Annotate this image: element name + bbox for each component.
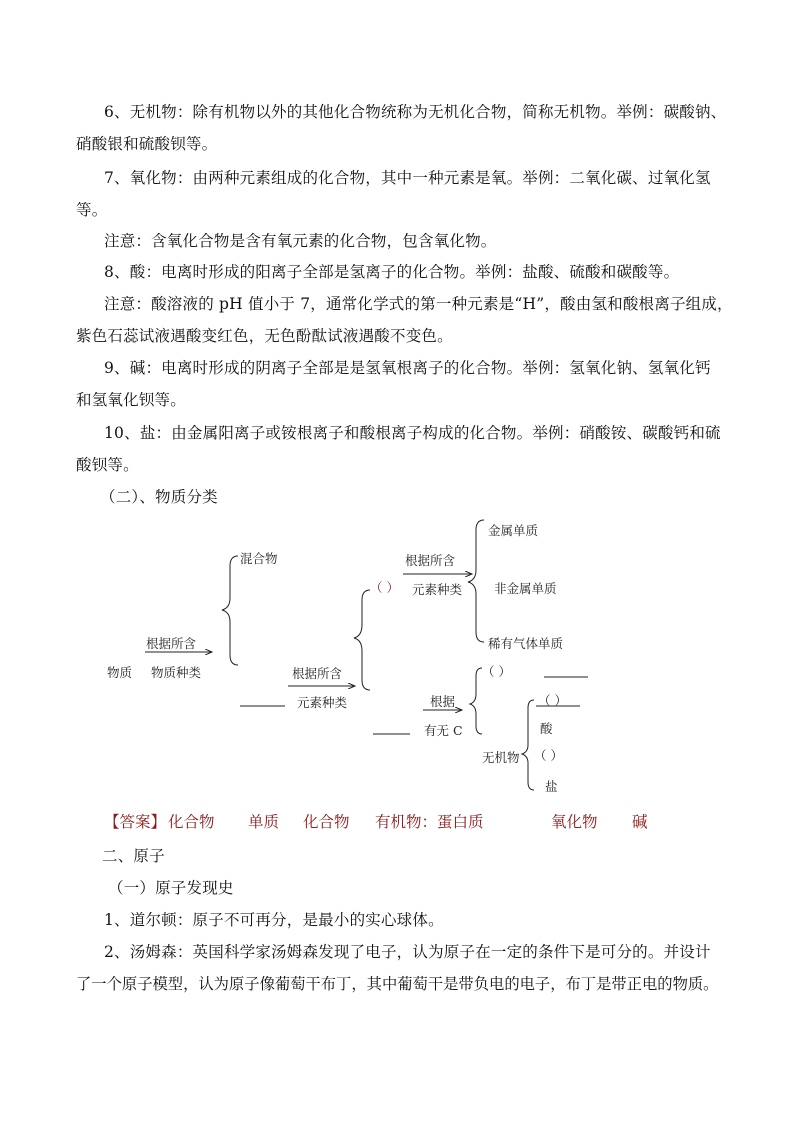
brace-4 bbox=[470, 668, 482, 734]
label-basis-1: 根据所含 bbox=[146, 636, 197, 651]
note-2-line1: 注意：酸溶液的 pH 值小于 7，通常化学式的第一种元素是“H”，酸由氢和酸根离子组成， bbox=[104, 295, 733, 313]
brace-1 bbox=[222, 556, 238, 665]
label-has-carbon: 有无 C bbox=[424, 723, 463, 738]
para-7-line2: 等。 bbox=[76, 201, 108, 219]
para-6-line1: 6、无机物：除有机物以外的其他化合物统称为无机化合物，简称无机物。举例：碳酸钠、 bbox=[104, 103, 727, 121]
label-mixture: 混合物 bbox=[240, 551, 278, 566]
label-element-kind-3: 元素种类 bbox=[412, 582, 463, 597]
label-paren-2: （ ） bbox=[482, 664, 511, 679]
label-acid: 酸 bbox=[540, 721, 553, 736]
label-substance: 物质 bbox=[107, 665, 133, 680]
answer-label: 【答案】 bbox=[104, 813, 167, 831]
label-inorganic: 无机物 bbox=[482, 750, 520, 765]
answer-4: 有机物：蛋白质 bbox=[375, 813, 484, 831]
brace-2 bbox=[354, 590, 370, 690]
para-7-line1: 7、氧化物：由两种元素组成的化合物，其中一种元素是氧。举例：二氧化碳、过氧化氢 bbox=[104, 169, 711, 187]
label-basis-4: 根据 bbox=[430, 694, 456, 709]
dalton-line: 1、道尔顿：原子不可再分，是最小的实心球体。 bbox=[104, 911, 444, 929]
brace-3 bbox=[468, 520, 484, 642]
label-paren-3: （ ） bbox=[538, 693, 567, 708]
answer-1: 化合物 bbox=[168, 813, 215, 831]
section-title-atom: 二、原子 bbox=[102, 847, 165, 865]
note-1: 注意：含氧化合物是含有氧元素的化合物，包含氧化物。 bbox=[104, 232, 497, 250]
label-metal-element: 金属单质 bbox=[488, 523, 539, 538]
section-title-classification: （二）、物质分类 bbox=[100, 488, 218, 506]
para-6-line2: 硝酸银和硫酸钡等。 bbox=[76, 135, 218, 153]
label-salt: 盐 bbox=[545, 779, 558, 794]
para-10-line2: 酸钡等。 bbox=[76, 456, 139, 474]
label-nonmetal-element: 非金属单质 bbox=[494, 581, 557, 596]
label-basis-2: 根据所含 bbox=[292, 666, 343, 681]
para-8: 8、酸：电离时形成的阳离子全部是氢离子的化合物。举例：盐酸、硫酸和碳酸等。 bbox=[104, 263, 680, 281]
label-noble-gas: 稀有气体单质 bbox=[488, 636, 564, 651]
answer-3: 化合物 bbox=[303, 813, 350, 831]
label-element-kind-2: 元素种类 bbox=[297, 695, 348, 710]
para-10-line1: 10、盐：由金属阳离子或铵根离子和酸根离子构成的化合物。举例：硝酸铵、碳酸钙和硫 bbox=[104, 424, 721, 442]
answer-2: 单质 bbox=[248, 813, 280, 831]
thomson-line2: 了一个原子模型，认为原子像葡萄干布丁，其中葡萄干是带负电的电子，布丁是带正电的物质。 bbox=[76, 975, 719, 993]
label-paren-4: （ ） bbox=[534, 748, 563, 763]
para-9-line1: 9、碱：电离时形成的阴离子全部是是氢氧根离子的化合物。举例：氢氧化钠、氢氧化钙 bbox=[104, 359, 711, 377]
thomson-line1: 2、汤姆森：英国科学家汤姆森发现了电子，认为原子在一定的条件下是可分的。并设计 bbox=[104, 943, 711, 961]
note-2-line2: 紫色石蕊试液遇酸变红色，无色酚酞试液遇酸不变色。 bbox=[76, 327, 453, 345]
para-9-line2: 和氢氧化钡等。 bbox=[76, 391, 186, 409]
label-substance-kind: 物质种类 bbox=[151, 665, 202, 680]
brace-5 bbox=[522, 700, 534, 790]
subsection-history: （一）原子发现史 bbox=[108, 879, 234, 897]
label-paren-1: （ ） bbox=[370, 580, 399, 595]
answer-5: 氧化物 bbox=[551, 813, 598, 831]
answer-6: 碱 bbox=[632, 813, 648, 831]
label-basis-3: 根据所含 bbox=[405, 553, 456, 568]
